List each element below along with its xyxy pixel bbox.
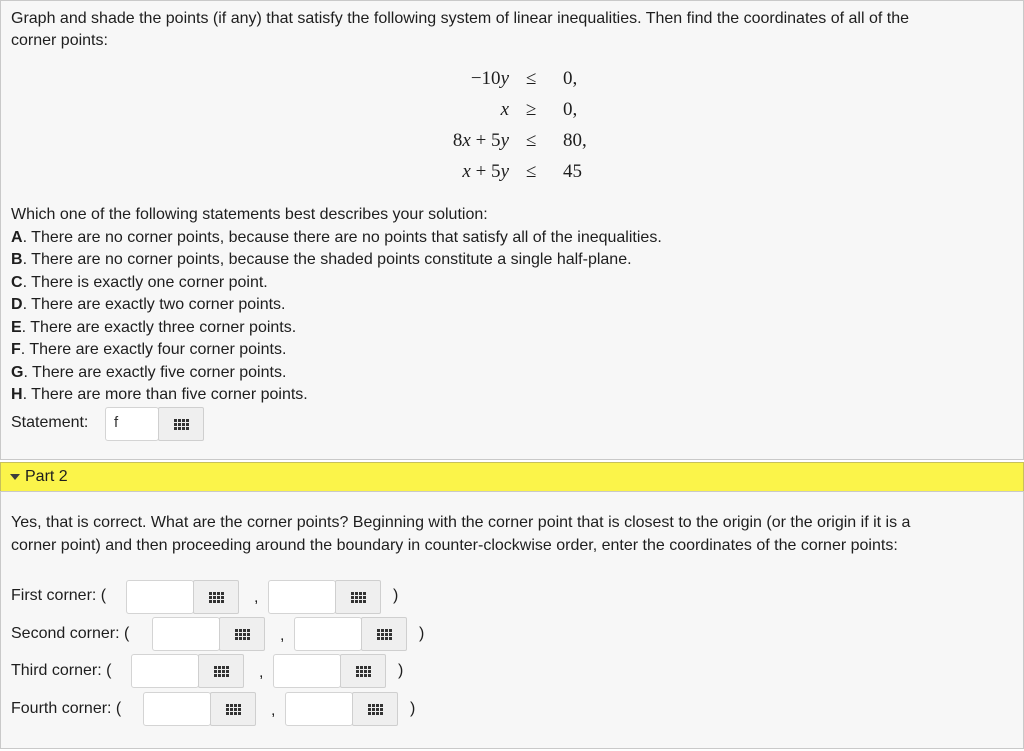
choice-b: B. There are no corner points, because the shaded points constitute a single half-plane. <box>11 251 632 268</box>
choice-a: A. There are no corner points, because there are no points that satisfy all of the inequalities. <box>11 229 662 246</box>
third-corner-y-keypad[interactable] <box>340 654 386 688</box>
ineq-4-rhs: 45 <box>563 161 582 182</box>
choice-e: E. There are exactly three corner points. <box>11 319 297 336</box>
feedback-line2: corner point) and then proceeding around the boundary in counter-clockwise order, enter the coordinates of the corner points: <box>11 537 898 554</box>
statement-input-value: f <box>114 414 119 431</box>
ineq-3-rhs: 80, <box>563 130 587 151</box>
second-corner-y-input[interactable] <box>294 617 362 651</box>
ineq-1-lhs: −10y <box>470 68 509 89</box>
keypad-grid-icon <box>214 666 229 677</box>
fourth-corner-x-keypad[interactable] <box>210 692 256 726</box>
third-corner-x-keypad[interactable] <box>198 654 244 688</box>
keypad-grid-icon <box>377 629 392 640</box>
second-corner-close: ) <box>419 625 425 642</box>
keypad-grid-icon <box>351 592 366 603</box>
first-corner-close: ) <box>393 587 399 604</box>
choice-d: D. There are exactly two corner points. <box>11 296 286 313</box>
keypad-grid-icon <box>174 419 189 430</box>
third-corner-comma: , <box>259 664 264 681</box>
ineq-1-rhs: 0, <box>563 68 578 89</box>
fourth-corner-x-input[interactable] <box>143 692 211 726</box>
third-corner-x-input[interactable] <box>131 654 199 688</box>
ineq-4-lhs: x + 5y <box>462 161 509 182</box>
statement-input[interactable] <box>105 407 159 441</box>
fourth-corner-comma: , <box>271 702 276 719</box>
first-corner-label: First corner: ( <box>11 587 107 604</box>
first-corner-y-keypad[interactable] <box>335 580 381 614</box>
ineq-3-lhs: 8x + 5y <box>452 130 509 151</box>
keypad-grid-icon <box>356 666 371 677</box>
second-corner-x-keypad[interactable] <box>219 617 265 651</box>
fourth-corner-y-input[interactable] <box>285 692 353 726</box>
second-corner-x-input[interactable] <box>152 617 220 651</box>
keypad-grid-icon <box>235 629 250 640</box>
ineq-2-rhs: 0, <box>563 99 578 120</box>
first-corner-x-keypad[interactable] <box>193 580 239 614</box>
statement-keypad-button[interactable] <box>158 407 204 441</box>
triangle-down-icon <box>10 474 20 480</box>
ineq-2-op: ≥ <box>526 99 537 120</box>
third-corner-label: Third corner: ( <box>11 662 112 679</box>
ineq-3-op: ≤ <box>526 130 537 151</box>
part-2-title: Part 2 <box>25 468 68 485</box>
fourth-corner-label: Fourth corner: ( <box>11 700 122 717</box>
part-2-panel <box>0 491 1024 749</box>
second-corner-comma: , <box>280 627 285 644</box>
part-2-header[interactable] <box>0 462 1024 492</box>
keypad-grid-icon <box>368 704 383 715</box>
keypad-grid-icon <box>226 704 241 715</box>
choice-h: H. There are more than five corner points. <box>11 386 308 403</box>
third-corner-close: ) <box>398 662 404 679</box>
fourth-corner-close: ) <box>410 700 416 717</box>
second-corner-y-keypad[interactable] <box>361 617 407 651</box>
question-text-line1: Graph and shade the points (if any) that satisfy the following system of linear inequalities. Then find the coordinates of all of the <box>11 10 909 27</box>
keypad-grid-icon <box>209 592 224 603</box>
question-text-line2: corner points: <box>11 32 108 49</box>
fourth-corner-y-keypad[interactable] <box>352 692 398 726</box>
choice-f: F. There are exactly four corner points. <box>11 341 287 358</box>
ineq-2-lhs: x <box>500 99 509 120</box>
statement-label: Statement: <box>11 414 89 431</box>
first-corner-comma: , <box>254 589 259 606</box>
first-corner-x-input[interactable] <box>126 580 194 614</box>
choice-prompt: Which one of the following statements best describes your solution: <box>11 206 488 223</box>
feedback-line1: Yes, that is correct. What are the corner points? Beginning with the corner point that is closest to the origin (or the origin if it is a <box>11 514 911 531</box>
choice-c: C. There is exactly one corner point. <box>11 274 268 291</box>
third-corner-y-input[interactable] <box>273 654 341 688</box>
ineq-1-op: ≤ <box>526 68 537 89</box>
second-corner-label: Second corner: ( <box>11 625 130 642</box>
choice-g: G. There are exactly five corner points. <box>11 364 287 381</box>
ineq-4-op: ≤ <box>526 161 537 182</box>
first-corner-y-input[interactable] <box>268 580 336 614</box>
